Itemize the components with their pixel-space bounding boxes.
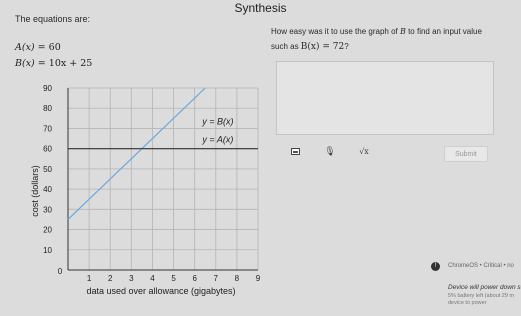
y-tick-label: 30	[43, 205, 52, 215]
origin-label: 0	[57, 267, 63, 276]
x-tick-label: 9	[255, 274, 261, 283]
answer-textarea[interactable]	[276, 61, 494, 135]
equation-a-rhs: = 60	[37, 42, 61, 53]
y-axis-label: cost (dollars)	[30, 165, 40, 217]
question-expression: B(x) = 72	[300, 42, 345, 52]
series-label: y = B(x)	[202, 116, 234, 127]
chart-labels	[30, 84, 261, 296]
notification-body: 5% battery left (about 29 m device to power	[448, 293, 515, 306]
x-tick-label: 2	[107, 274, 113, 283]
x-tick-label: 8	[234, 274, 240, 283]
x-tick-label: 4	[150, 274, 155, 283]
question-line-2-prefix: such as	[271, 42, 301, 51]
series-label: y = A(x)	[202, 134, 234, 145]
chart-axes	[68, 88, 258, 270]
y-tick-label: 50	[43, 164, 52, 174]
question-line-1	[271, 27, 482, 36]
equation-b	[15, 58, 92, 69]
y-tick-label: 10	[43, 245, 52, 255]
x-tick-label: 7	[213, 274, 219, 283]
question-function-var: B	[399, 27, 406, 36]
equation-a-lhs: A(x)	[15, 42, 35, 53]
image-icon[interactable]	[288, 142, 302, 160]
notification-title[interactable]: Device will power down s	[448, 284, 521, 291]
notification-source: ChromeOS • Critical • no	[448, 263, 514, 269]
math-input-icon[interactable]: √x	[359, 146, 369, 156]
question-line-1-suffix: to find an input value	[405, 27, 482, 36]
equation-b-rhs: = 10x + 25	[37, 58, 93, 69]
submit-button[interactable]: Submit	[444, 146, 488, 162]
chart-series	[68, 88, 258, 219]
question-line-1-prefix: How easy was it to use the graph of	[271, 27, 400, 36]
question-line-2-suffix: ?	[344, 42, 349, 51]
y-tick-label: 40	[43, 185, 52, 195]
x-tick-label: 3	[129, 274, 134, 283]
page-title: Synthesis	[234, 1, 287, 15]
line-chart	[0, 80, 270, 316]
x-tick-label: 1	[86, 274, 92, 283]
equation-b-lhs: B(x)	[15, 58, 35, 69]
alert-icon: !	[431, 262, 440, 271]
equations-intro: The equations are:	[15, 14, 91, 24]
y-tick-label: 60	[43, 144, 52, 154]
x-tick-label: 6	[192, 274, 197, 283]
x-tick-label: 5	[171, 274, 176, 283]
equation-a	[15, 42, 61, 53]
y-tick-label: 20	[43, 225, 52, 235]
microphone-icon[interactable]: 🎙	[324, 145, 336, 156]
question-line-2	[271, 42, 349, 52]
x-axis-label: data used over allowance (gigabytes)	[86, 286, 236, 296]
chart-grid	[68, 88, 258, 270]
y-tick-label: 70	[43, 124, 52, 134]
y-tick-label: 80	[43, 104, 52, 114]
series-line	[68, 88, 205, 219]
y-tick-label: 90	[43, 84, 52, 93]
